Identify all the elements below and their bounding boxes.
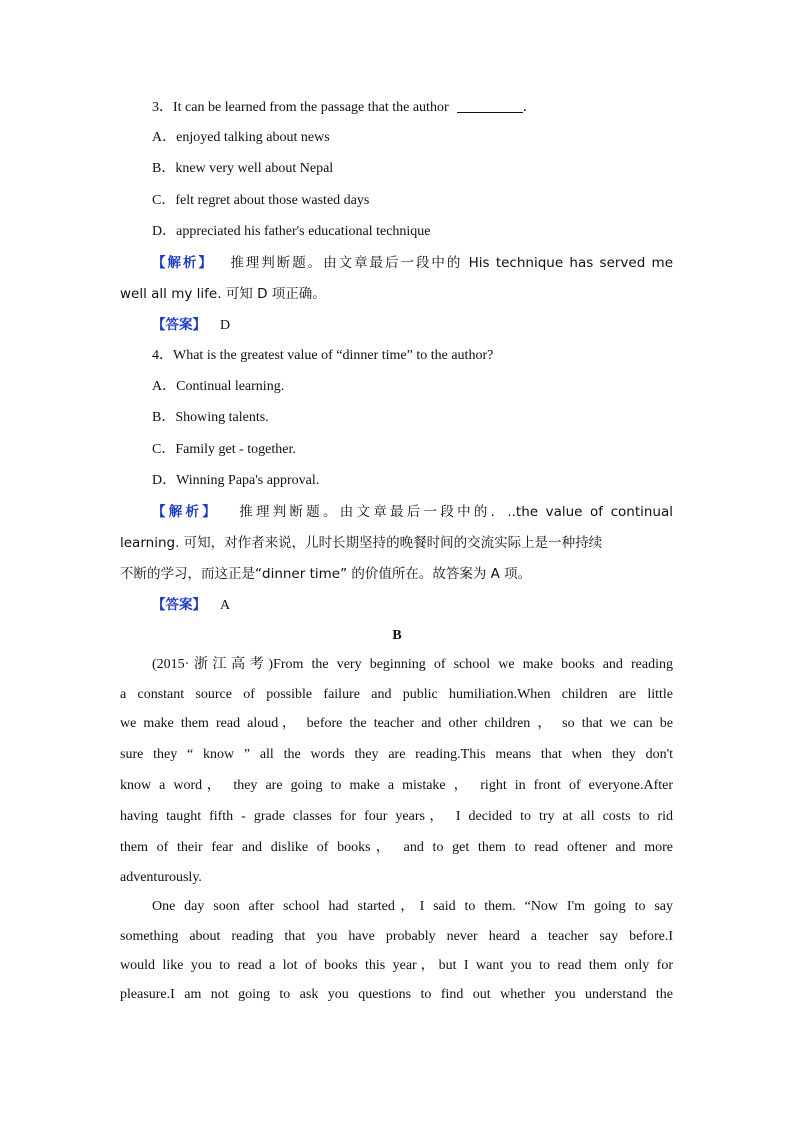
question-3-option-a: A．enjoyed talking about news [152,130,330,145]
answer-value: A [220,598,231,613]
question-4-analysis-line-2: learning. 可知，对作者来说，儿时长期坚持的晚餐时间的交流实际上是一种持续 [120,535,603,551]
question-3-stem [152,98,537,117]
question-4-option-b: B．Showing talents. [152,410,269,425]
passage-line: One day soon after school had started，I said to them. “Now I'm going to say [152,899,673,914]
question-3-stem-end: ． [522,100,537,115]
passage-line: we make them read aloud， before the teacher and other children ， so that we can be [120,716,673,731]
question-4-option-d: D．Winning Papa's approval. [152,473,320,488]
question-3-answer [152,316,230,335]
passage-line: having taught fifth - grade classes for four years， I decided to try at all costs to rid [120,809,673,824]
analysis-text: 推理判断题。由文章最后一段中的 His technique has served me [230,255,674,271]
section-heading: B [392,628,402,643]
passage-line: them of their fear and dislike of books， and to get them to read oftener and more [120,840,673,855]
passage-line: sure they “ know ” all the words they are reading.This means that when they don't [120,747,673,762]
analysis-tag: 【解析】 [152,255,214,271]
question-4-stem: 4．What is the greatest value of “dinner time” to the author? [152,348,494,363]
question-4-answer [152,596,230,615]
question-3-analysis-line-1 [152,254,673,273]
answer-value: D [220,318,231,333]
question-4-option-c: C．Family get - together. [152,442,296,457]
question-4-option-a: A．Continual learning. [152,379,285,394]
answer-tag: 【答案】 [152,317,206,333]
question-4-analysis-line-1 [152,503,673,522]
question-3-analysis-line-2: well all my life. 可知 D 项正确。 [120,286,326,302]
passage-line: pleasure.I am not going to ask you questions to find out whether you understand the [120,987,673,1002]
answer-tag: 【答案】 [152,597,206,613]
passage-line: know a word， they are going to make a mistake ， right in front of everyone.After [120,778,673,793]
passage-line: something about reading that you have probably never heard a teacher say before.I [120,929,673,944]
analysis-tag: 【解析】 [152,504,220,520]
question-4-analysis-line-3: 不断的学习，而这正是“dinner time” 的价值所在。故答案为 A 项。 [120,566,532,582]
passage-line: (2015·浙江高考)From the very beginning of school we make books and reading [152,657,673,672]
passage-line: adventurously. [120,870,202,885]
answer-blank [457,98,523,113]
question-3-option-d: D．appreciated his father's educational technique [152,224,431,239]
passage-line: would like you to read a lot of books this year，but I want you to read them only for [120,958,673,973]
analysis-text: 推理判断题。由文章最后一段中的．..the value of continual [239,504,674,520]
question-3-option-c: C．felt regret about those wasted days [152,193,370,208]
question-3-stem-text: 3．It can be learned from the passage that the author [152,100,449,115]
passage-line: a constant source of possible failure and public humiliation.When children are little [120,687,673,702]
question-3-option-b: B．knew very well about Nepal [152,161,334,176]
